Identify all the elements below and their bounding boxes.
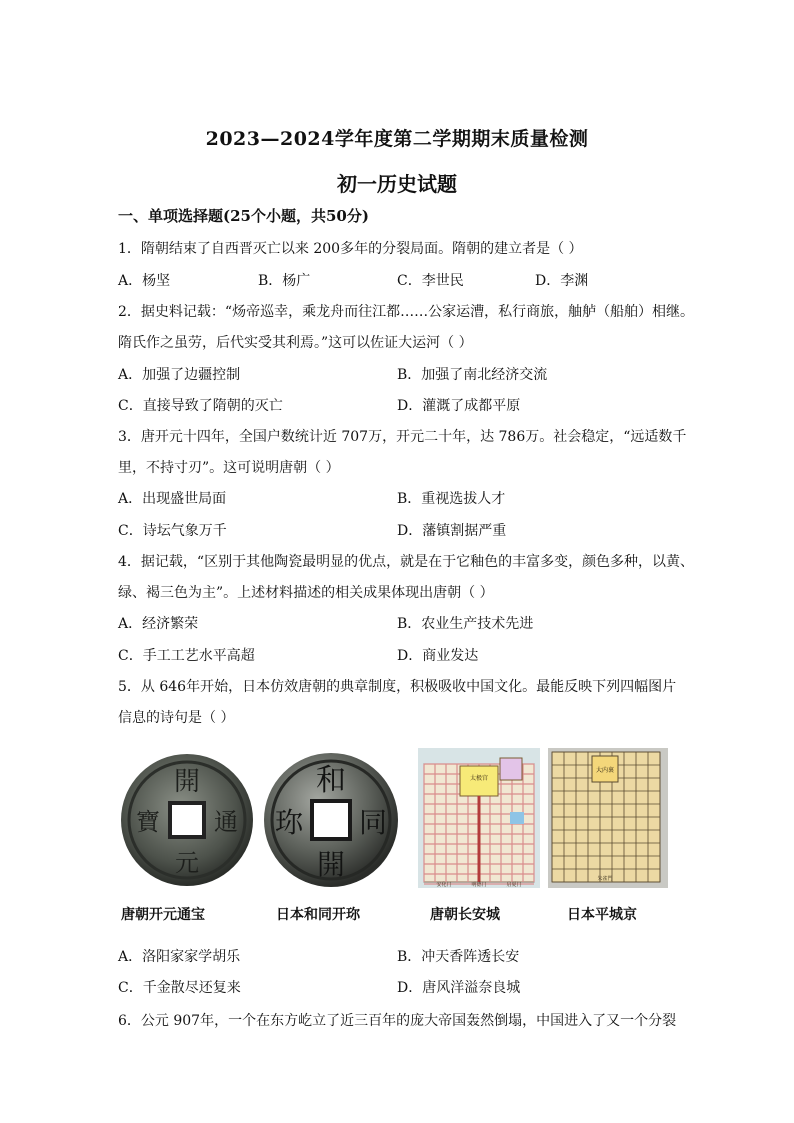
caption-wado-coin: 日本和同开珎 — [276, 907, 360, 923]
q5-option-d: D．唐风洋溢奈良城 — [397, 980, 521, 996]
question-3-stem: 3．唐开元十四年，全国户数统计近 707万，开元二十年，达 786万。社会稳定，“远适数千 — [118, 429, 687, 445]
q3-option-d: D．藩镇割据严重 — [397, 523, 507, 539]
q1-option-b: B．杨广 — [258, 273, 311, 289]
map-label-palace: 太极宫 — [469, 775, 489, 782]
coin1-char-bottom: 元 — [175, 849, 199, 877]
exam-subtitle: 初一历史试题 — [337, 172, 457, 196]
q3-option-c: C．诗坛气象万千 — [118, 523, 227, 539]
q3-option-b: B．重视选拔人才 — [397, 491, 506, 507]
question-5-stem-cont: 信息的诗句是（ ） — [118, 710, 235, 726]
q4-option-c: C．手工工艺水平高超 — [118, 648, 255, 664]
exam-title: 2023—2024学年度第二学期期末质量检测 — [205, 128, 589, 150]
q4-option-a: A．经济繁荣 — [118, 616, 199, 632]
question-2-stem-cont: 隋氏作之虽劳，后代实受其利焉。”这可以佐证大运河（ ） — [118, 335, 473, 351]
q3-option-a: A．出现盛世局面 — [118, 491, 227, 507]
q1-option-d: D．李渊 — [535, 273, 589, 289]
section-heading: 一、单项选择题(25个小题，共50分) — [118, 207, 369, 225]
question-4-stem-cont: 绿、褐三色为主”。上述材料描述的相关成果体现出唐朝（ ） — [118, 585, 494, 601]
question-1-stem: 1．隋朝结束了自西晋灭亡以来 200多年的分裂局面。隋朝的建立者是（ ） — [118, 241, 583, 257]
question-5-stem: 5．从 646年开始，日本仿效唐朝的典章制度，积极吸收中国文化。最能反映下列四幅图片 — [118, 679, 677, 695]
q2-option-b: B．加强了南北经济交流 — [397, 367, 548, 383]
japan-wadokaichin-coin-image — [261, 748, 401, 892]
coin1-char-top: 開 — [173, 767, 201, 797]
tang-kaiyuan-coin-image — [118, 748, 256, 892]
coin2-char-bottom: 開 — [316, 848, 346, 881]
changan-city-map-image — [418, 748, 540, 888]
q1-option-a: A．杨坚 — [118, 273, 171, 289]
heijokyo-city-map-image — [548, 748, 668, 888]
q1-option-c: C．李世民 — [397, 273, 464, 289]
q4-option-b: B．农业生产技术先进 — [397, 616, 534, 632]
question-4-stem: 4．据记载，“区别于其他陶瓷最明显的优点，就是在于它釉色的丰富多变，颜色多种，以黄、 — [118, 554, 695, 570]
coin1-char-right: 通 — [214, 808, 238, 836]
heijo-gate-label: 朱雀門 — [597, 876, 613, 882]
coin1-char-left: 寶 — [136, 808, 160, 836]
q5-option-a: A．洛阳家家学胡乐 — [118, 949, 241, 965]
coin2-char-right: 同 — [358, 806, 388, 839]
coin2-char-top: 和 — [316, 763, 346, 798]
heijo-palace-label: 大内裏 — [595, 767, 615, 774]
caption-changan: 唐朝长安城 — [430, 907, 500, 923]
q2-option-d: D．灌溉了成都平原 — [397, 398, 521, 414]
map-label-south-gate: 明德门 — [471, 882, 487, 888]
caption-kaiyuan-coin: 唐朝开元通宝 — [121, 907, 205, 923]
caption-heijokyo: 日本平城京 — [567, 907, 637, 923]
question-6-stem: 6．公元 907年，一个在东方屹立了近三百年的庞大帝国轰然倒塌，中国进入了又一个分裂 — [118, 1013, 677, 1029]
map-label-southeast-gate: 启夏门 — [506, 882, 522, 888]
q5-option-c: C．千金散尽还复来 — [118, 980, 241, 996]
question-3-stem-cont: 里，不持寸刃”。这可说明唐朝（ ） — [118, 460, 340, 476]
q5-option-b: B．冲天香阵透长安 — [397, 949, 520, 965]
question-2-stem: 2．据史料记载：“炀帝巡幸，乘龙舟而往江都……公家运漕，私行商旅，舳舻（船舶）相继。 — [118, 304, 695, 320]
coin2-char-left: 珎 — [274, 806, 304, 839]
map-label-southwest-gate: 安化门 — [436, 882, 452, 888]
q4-option-d: D．商业发达 — [397, 648, 479, 664]
q2-option-a: A．加强了边疆控制 — [118, 367, 241, 383]
q2-option-c: C．直接导致了隋朝的灭亡 — [118, 398, 283, 414]
